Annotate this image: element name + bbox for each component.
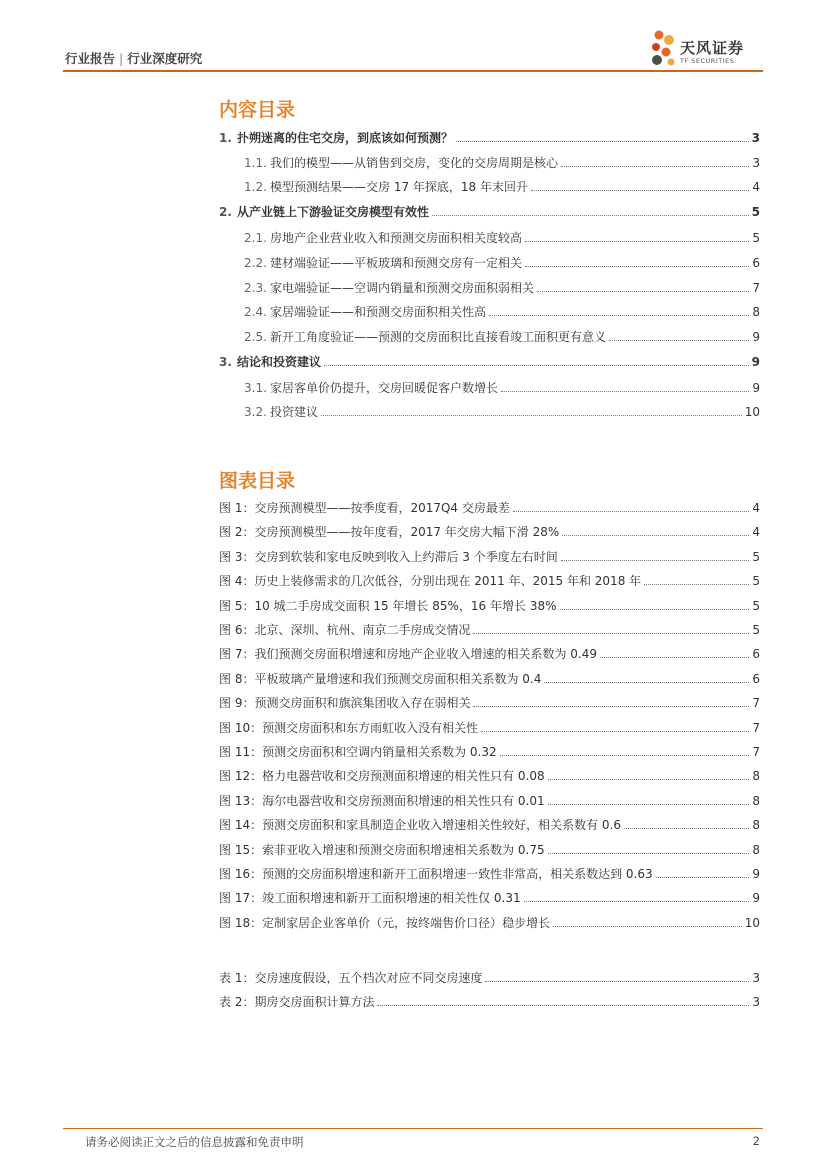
toc-item-text: 图 9：预测交房面积和旗滨集团收入存在弱相关 xyxy=(219,696,471,711)
toc-leader-dots xyxy=(561,166,749,167)
category-label: 行业报告 xyxy=(65,51,116,66)
subcategory-label: 行业深度研究 xyxy=(127,51,203,66)
category-separator: | xyxy=(119,51,124,66)
toc-item-page: 8 xyxy=(752,769,760,784)
toc-leader-dots xyxy=(525,241,749,242)
table-list-item[interactable] xyxy=(219,994,760,1010)
figure-list-item[interactable] xyxy=(219,695,760,711)
toc-item-page: 4 xyxy=(752,525,760,540)
figure-list-item[interactable] xyxy=(219,890,760,906)
figure-list-item[interactable] xyxy=(219,500,760,516)
toc-item-text: 图 8：平板玻璃产量增速和我们预测交房面积相关系数为 0.4 xyxy=(219,671,542,686)
toc-item-text: 图 17：竣工面积增速和新开工面积增速的相关性仅 0.31 xyxy=(219,891,521,906)
toc-section-item[interactable] xyxy=(244,155,760,171)
toc-item-number: 3. xyxy=(219,355,232,369)
figure-list-item[interactable] xyxy=(219,573,760,589)
figure-list-item[interactable] xyxy=(219,793,760,809)
figure-list-item[interactable] xyxy=(219,622,760,638)
figure-list-item[interactable] xyxy=(219,768,760,784)
company-logo xyxy=(650,28,765,70)
toc-item-text: 图 15：索菲亚收入增速和预测交房面积增速相关系数为 0.75 xyxy=(219,842,545,857)
toc-leader-dots xyxy=(324,365,749,366)
toc-leader-dots xyxy=(524,901,749,902)
toc-item-page: 6 xyxy=(752,256,760,270)
toc-item-page: 5 xyxy=(752,231,760,245)
header-divider xyxy=(63,70,763,72)
toc-leader-dots xyxy=(432,215,749,216)
toc-item-page: 9 xyxy=(752,891,760,906)
toc-item-number: 1.2. xyxy=(244,180,267,194)
toc-item-number: 3.2. xyxy=(244,405,267,419)
figures-title: 图表目录 xyxy=(219,470,296,492)
toc-leader-dots xyxy=(548,853,749,854)
toc-item-text: 家居端验证——和预测交房面积相关性高 xyxy=(270,305,487,319)
toc-item-text: 图 12：格力电器营收和交房预测面积增速的相关性只有 0.08 xyxy=(219,769,545,784)
toc-section-item[interactable] xyxy=(244,230,760,246)
toc-item-page: 4 xyxy=(752,501,760,515)
toc-item-page: 7 xyxy=(752,696,760,711)
toc-item-text: 模型预测结果——交房 17 年探底，18 年末回升 xyxy=(270,180,528,194)
toc-item-page: 10 xyxy=(744,405,760,419)
toc-leader-dots xyxy=(609,340,749,341)
toc-item-text: 图 5：10 城二手房成交面积 15 年增长 85%，16 年增长 38% xyxy=(219,598,557,613)
toc-chapter-item[interactable] xyxy=(219,354,760,370)
toc-item-page: 9 xyxy=(751,355,760,369)
toc-chapter-item[interactable] xyxy=(219,204,760,220)
toc-item-text: 图 14：预测交房面积和家具制造企业收入增速相关性较好，相关系数有 0.6 xyxy=(219,818,621,833)
figure-list-item[interactable] xyxy=(219,598,760,614)
figure-list-item[interactable] xyxy=(219,866,760,882)
toc-item-page: 6 xyxy=(752,671,760,686)
toc-item-text: 图 16：预测的交房面积增速和新开工面积增速一致性非常高，相关系数达到 0.63 xyxy=(219,867,653,881)
toc-leader-dots xyxy=(548,779,749,780)
toc-leader-dots xyxy=(644,584,749,585)
toc-item-page: 3 xyxy=(752,995,760,1010)
toc-item-number: 1.1. xyxy=(244,156,267,170)
toc-item-text: 图 11：预测交房面积和空调内销量相关系数为 0.32 xyxy=(219,745,497,759)
toc-leader-dots xyxy=(513,511,749,512)
toc-item-number: 2. xyxy=(219,205,232,219)
toc-leader-dots xyxy=(560,609,750,610)
toc-item-number: 2.2. xyxy=(244,256,267,270)
toc-item-text: 表 1：交房速度假设，五个档次对应不同交房速度 xyxy=(219,971,483,985)
toc-item-text: 新开工角度验证——预测的交房面积比直接看竣工面积更有意义 xyxy=(270,330,607,344)
toc-item-page: 7 xyxy=(752,745,760,759)
toc-item-text: 图 2：交房预测模型——按年度看，2017 年交房大幅下滑 28% xyxy=(219,525,560,540)
toc-item-text: 家居客单价仍提升，交房回暖促客户数增长 xyxy=(270,381,499,395)
toc-leader-dots xyxy=(321,415,742,416)
toc-item-number: 3.1. xyxy=(244,381,267,395)
report-category xyxy=(65,49,202,67)
toc-chapter-item[interactable] xyxy=(219,130,760,146)
toc-item-page: 8 xyxy=(752,818,760,833)
figure-list-item[interactable] xyxy=(219,842,760,858)
toc-section-item[interactable] xyxy=(244,255,760,271)
toc-section-item[interactable] xyxy=(244,280,760,296)
toc-leader-dots xyxy=(456,141,749,142)
flower-logo-icon xyxy=(650,28,680,70)
toc-item-text: 图 13：海尔电器营收和交房预测面积增速的相关性只有 0.01 xyxy=(219,793,545,808)
toc-item-text: 投资建议 xyxy=(270,405,319,419)
toc-item-page: 7 xyxy=(752,281,760,295)
toc-item-page: 5 xyxy=(752,623,760,637)
toc-section-item[interactable] xyxy=(244,304,760,320)
toc-item-text: 图 4：历史上装修需求的几次低谷，分别出现在 2011 年、2015 年和 2018 年 xyxy=(219,574,642,589)
toc-item-number: 2.1. xyxy=(244,231,267,245)
logo-name-en: TF SECURITIES xyxy=(680,57,735,65)
toc-item-number: 1. xyxy=(219,131,232,145)
toc-item-page: 8 xyxy=(752,842,760,857)
toc-item-page: 9 xyxy=(752,330,760,344)
toc-section-item[interactable] xyxy=(244,404,760,420)
toc-leader-dots xyxy=(485,981,749,982)
toc-item-page: 3 xyxy=(752,971,760,985)
figure-list-item[interactable] xyxy=(219,720,760,736)
toc-item-text: 图 18：定制家居企业客单价（元，按终端售价口径）稳步增长 xyxy=(219,915,551,930)
toc-leader-dots xyxy=(656,877,749,878)
toc-leader-dots xyxy=(481,731,749,732)
contents-title: 内容目录 xyxy=(219,99,296,121)
figure-list-item[interactable] xyxy=(219,817,760,833)
toc-item-text: 图 1：交房预测模型——按季度看，2017Q4 交房最差 xyxy=(219,501,510,515)
toc-item-text: 我们的模型——从销售到交房，变化的交房周期是核心 xyxy=(270,156,559,170)
footer-disclaimer: 请务必阅读正文之后的信息披露和免责申明 xyxy=(85,1135,304,1149)
toc-leader-dots xyxy=(600,657,749,658)
page-number: 2 xyxy=(752,1134,760,1148)
toc-item-page: 10 xyxy=(744,915,760,930)
toc-leader-dots xyxy=(473,706,749,707)
toc-leader-dots xyxy=(489,315,749,316)
toc-leader-dots xyxy=(537,291,749,292)
toc-section-item[interactable] xyxy=(244,329,760,345)
toc-leader-dots xyxy=(473,633,749,634)
toc-section-item[interactable] xyxy=(244,380,760,396)
toc-item-text: 家电端验证——空调内销量和预测交房面积弱相关 xyxy=(270,281,535,295)
toc-item-text: 结论和投资建议 xyxy=(237,355,322,369)
toc-item-text: 扑朔迷离的住宅交房，到底该如何预测？ xyxy=(237,131,454,145)
toc-item-text: 图 6：北京、深圳、杭州、南京二手房成交情况 xyxy=(219,623,471,637)
toc-item-page: 8 xyxy=(752,305,760,319)
toc-item-text: 建材端验证——平板玻璃和预测交房有一定相关 xyxy=(270,256,523,270)
toc-item-page: 9 xyxy=(752,867,760,881)
toc-leader-dots xyxy=(525,266,749,267)
figure-list-item[interactable] xyxy=(219,915,760,931)
toc-leader-dots xyxy=(548,804,749,805)
toc-item-page: 8 xyxy=(752,793,760,808)
toc-item-text: 从产业链上下游验证交房模型有效性 xyxy=(237,205,430,219)
toc-item-page: 5 xyxy=(752,549,760,564)
toc-item-page: 4 xyxy=(752,180,760,194)
toc-leader-dots xyxy=(562,535,749,536)
toc-leader-dots xyxy=(531,190,749,191)
toc-leader-dots xyxy=(561,560,749,561)
toc-leader-dots xyxy=(500,755,749,756)
toc-leader-dots xyxy=(501,391,749,392)
toc-item-page: 3 xyxy=(751,131,760,145)
toc-leader-dots xyxy=(624,828,749,829)
toc-leader-dots xyxy=(544,682,749,683)
footer-divider xyxy=(63,1128,763,1129)
figure-list-item[interactable] xyxy=(219,671,760,687)
figure-list-item[interactable] xyxy=(219,549,760,565)
toc-item-page: 9 xyxy=(752,381,760,395)
figure-list-item[interactable] xyxy=(219,524,760,540)
toc-item-text: 图 7：我们预测交房面积增速和房地产企业收入增速的相关系数为 0.49 xyxy=(219,647,597,662)
toc-item-text: 图 10：预测交房面积和东方雨虹收入没有相关性 xyxy=(219,720,479,735)
toc-item-page: 5 xyxy=(752,574,760,589)
table-list-item[interactable] xyxy=(219,970,760,986)
toc-leader-dots xyxy=(377,1005,749,1006)
toc-leader-dots xyxy=(553,926,742,927)
toc-item-text: 房地产企业营业收入和预测交房面积相关度较高 xyxy=(270,231,523,245)
toc-item-page: 5 xyxy=(751,205,760,219)
toc-item-number: 2.4. xyxy=(244,305,267,319)
toc-item-page: 5 xyxy=(752,598,760,613)
toc-item-text: 图 3：交房到软装和家电反映到收入上约滞后 3 个季度左右时间 xyxy=(219,549,558,564)
toc-item-number: 2.5. xyxy=(244,330,267,344)
logo-name-cn: 天风证券 xyxy=(680,39,745,57)
figure-list-item[interactable] xyxy=(219,646,760,662)
toc-item-page: 6 xyxy=(752,647,760,662)
toc-item-number: 2.3. xyxy=(244,281,267,295)
toc-item-text: 表 2：期房交房面积计算方法 xyxy=(219,995,375,1010)
toc-item-page: 3 xyxy=(752,156,760,170)
toc-section-item[interactable] xyxy=(244,179,760,195)
toc-item-page: 7 xyxy=(752,720,760,735)
figure-list-item[interactable] xyxy=(219,744,760,760)
